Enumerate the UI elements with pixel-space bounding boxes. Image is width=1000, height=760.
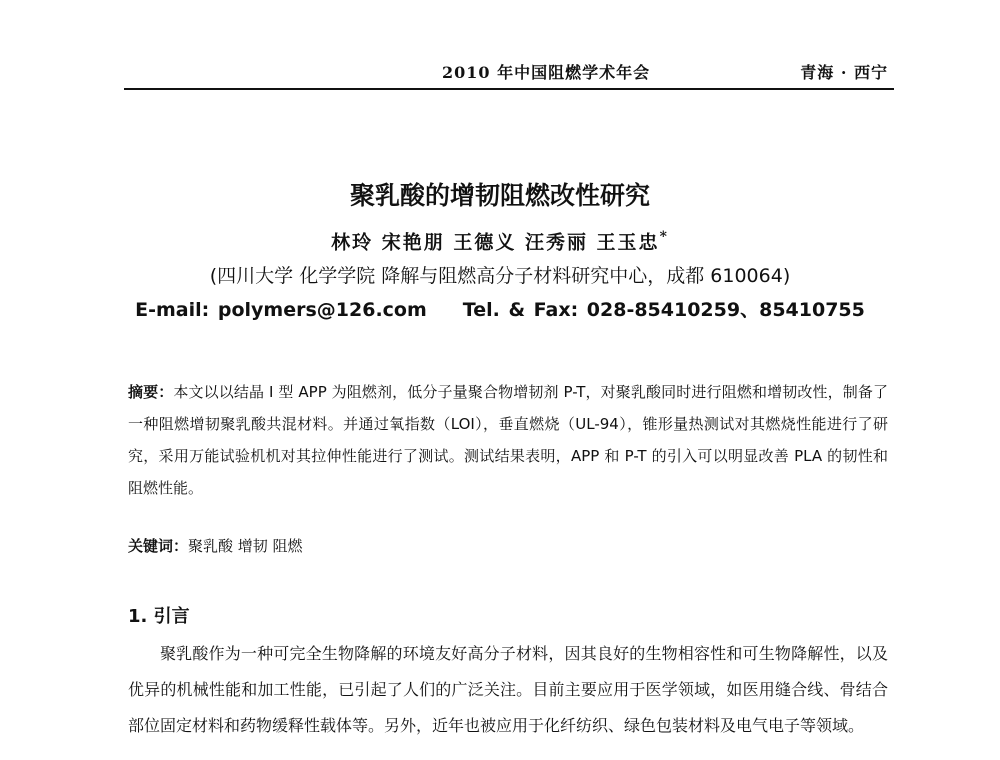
abstract-text: 本文以以结晶 I 型 APP 为阻燃剂，低分子量聚合物增韧剂 P-T，对聚乳酸同时进行阻燃和增韧改性，制备了一种阻燃增韧聚乳酸共混材料。并通过氧指数（LOI），垂直燃烧（UL-94），锥形量热测试对其燃烧性能进行了研究，采用万能试验机机对其拉伸性能进行了测试。测试结果表明，APP 和 P-T 的引入可以明显改善 PLA 的韧性和阻燃性能。 <box>128 383 888 497</box>
corresponding-author-mark: * <box>659 229 669 245</box>
running-header <box>124 58 894 90</box>
paper-title: 聚乳酸的增韧阻燃改性研究 <box>349 181 650 210</box>
section-heading: 1. 引言 <box>128 606 190 627</box>
keywords <box>128 532 888 560</box>
author-names: 林玲 宋艳朋 王德义 汪秀丽 王玉忠 <box>331 231 660 254</box>
conference-location: 青海 · 西宁 <box>800 63 888 82</box>
keywords-label: 关键词： <box>128 537 189 555</box>
intro-paragraph: 聚乳酸作为一种可完全生物降解的环境友好高分子材料，因其良好的生物相容性和可生物降解性，以及优异的机械性能和加工性能，已引起了人们的广泛关注。目前主要应用于医学领域，如医用缝合线、骨结合部位固定材料和药物缓释性载体等。另外，近年也被应用于化纤纺织、绿色包装材料及电气电子等领域。 <box>128 644 888 735</box>
conference-name: 2010 年中国阻燃学术年会 <box>442 63 651 82</box>
email: E-mail: polymers@126.com <box>135 299 427 322</box>
keywords-text: 聚乳酸 增韧 阻燃 <box>188 537 303 555</box>
phone-fax: Tel. & Fax: 028-85410259、85410755 <box>462 299 865 322</box>
abstract-label: 摘要： <box>128 383 174 401</box>
title-block <box>0 178 1000 327</box>
author-list <box>0 220 1000 259</box>
affiliation: (四川大学 化学学院 降解与阻燃高分子材料研究中心，成都 610064) <box>209 265 791 288</box>
contact-line <box>0 293 1000 327</box>
abstract <box>128 376 888 504</box>
